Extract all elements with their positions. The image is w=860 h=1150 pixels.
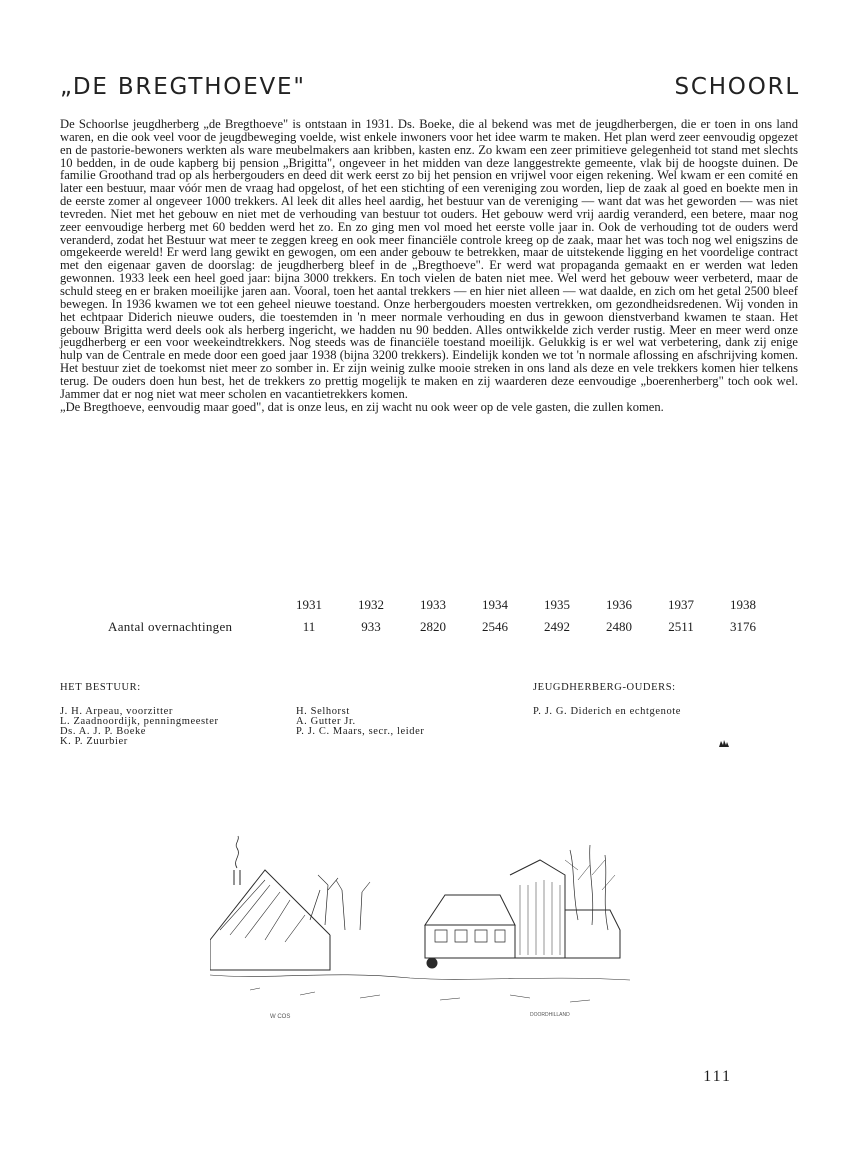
article-paragraph: De Schoorlse jeugdherberg „de Bregthoeve" is ontstaan in 1931. Ds. Boeke, die al bekend was met de jeugdherbergen, die er toen in ons land waren, en die ook veel voor de jeugdbeweging voelde, wist enkele inwoners voor het idee warm te maken. Het plan werd zeer eenvoudig opgezet en de pastorie-bewoners werkten als ware meubelmakers aan kribben, kasten enz. Zo kwam een zeer primitieve gelegenheid tot stand met slechts 10 bedden, in de oude kapberg bij pension „Brigitta", ongeveer in het midden van deze langgestrekte gemeente, vlak bij de hoogste duinen. De familie Groothand trad op als herbergouders en deed dit werk eerst zo bij het pension en vrijwel voor eigen rekening. Wel kwam er een comité en later een bestuur, maar vóór men de vraag had opgelost, of het een stichting of een vereniging zou worden, liep de zaak al goed en boekte men in de eerste zomer al ongeveer 1000 trekkers. Al leek dit alles heel aardig, het bestuur van de vereniging — want dat was het geworden — was niet tevreden. Niet met het gebouw en niet met de verhouding van bestuur tot ouders. Het gebouw werd vrij aardig veranderd, een betere, maar nog zeer eenvoudige herberg met 60 bedden werd het zo. En zo ging men vol moed het eerste volle jaar in. Ook de verhouding tot de ouders werd veranderd, zodat het Bestuur wat meer te zeggen kreeg en ook meer financiële controle kreeg op de zaak, maar het was toch nog wel enigszins de omgekeerde wereld! Er werd lang gewikt en gewogen, om een ander gebouw te betrekken, maar de uitstekende ligging en het voordelige contract met den eigenaar gaven de doorslag: de jeugdherberg bleef in de „Bregthoeve". Er werd wat propaganda gemaakt en er werden wat leden gewonnen. 1933 leek een heel goed jaar: bijna 3000 trekkers. En toch vielen de baten niet mee. Wel werd het gebouw weer verbeterd, maar de schuld steeg en er braken moeilijke jaren aan. Vooral, toen het aantal trekkers — en hier niet alleen — wat daalde, en zich om het getal 2500 bleef bewegen. In 1936 kwamen we tot een geheel nieuwe toestand. Onze herbergouders moesten vertrekken, om gezondheidsredenen. Wij vonden in het echtpaar Diderich nieuwe ouders, die toestemden in 'n meer normale verhouding en dus in gewoon dienstverband kwamen te staan. Het gebouw Brigitta werd deels ook als herberg ingericht, we hadden nu 90 bedden. Alles ontwikkelde zich verder rustig. Meer en meer werd onze jeugdherberg er een voor weekeindtrekkers. Nog steeds was de financiële toestand moeilijk. Gelukkig is er wel wat verbetering, dank zij enige hulp van de Centrale en mede door een goed jaar 1938 (bijna 3200 trekkers). Eindelijk konden we tot 'n normale aflossing en afschrijving komen. Het bestuur ziet de toekomst niet meer zo somber in. Er zijn weinig zulke mooie streken in ons land als deze en vele trekkers komen hier telkens terug. De ouders doen hun best, het de trekkers zo prettig mogelijk te maken en zij waarderen deze eenvoudige „boerenherberg" toch ook wel. Jammer dat er nog niet wat meer scholen en vacantietrekkers komen. bbox=[60, 117, 798, 401]
board-member: Ds. A. J. P. Boeke bbox=[60, 726, 147, 737]
stats-year: 1937 bbox=[668, 597, 694, 612]
chimney-smoke bbox=[236, 836, 239, 868]
stats-value: 3176 bbox=[730, 619, 756, 634]
page-title: „DE BREGTHOEVE" bbox=[60, 74, 306, 100]
page-number: 111 bbox=[703, 1068, 732, 1085]
article-paragraph: „De Bregthoeve, eenvoudig maar goed", dat is onze leus, en zij wacht nu ook weer op de vele gasten, die zullen komen. bbox=[60, 399, 664, 414]
stats-value: 2492 bbox=[544, 619, 570, 634]
stats-row-label: Aantal overnachtingen bbox=[108, 619, 233, 634]
location-title: SCHOORL bbox=[674, 74, 800, 100]
stats-value: 2511 bbox=[668, 619, 694, 634]
stats-year: 1935 bbox=[544, 597, 570, 612]
stats-value-row bbox=[100, 616, 774, 638]
stats-year: 1938 bbox=[730, 597, 756, 612]
farmhouse-sketch bbox=[210, 830, 640, 1030]
bare-trees-right bbox=[570, 845, 608, 930]
overnight-stats-table bbox=[100, 594, 774, 638]
board-list-right bbox=[296, 707, 425, 737]
stats-year: 1934 bbox=[482, 597, 508, 612]
sketch-signature-right: DOORDHILLAND bbox=[530, 1012, 570, 1018]
stats-value: 2546 bbox=[482, 619, 508, 634]
barn bbox=[510, 860, 565, 958]
board-member: K. P. Zuurbier bbox=[60, 736, 128, 747]
house-windows bbox=[435, 930, 505, 942]
stats-year: 1936 bbox=[606, 597, 632, 612]
sketch-signature-left: W COS bbox=[270, 1014, 291, 1020]
stats-corner-cell bbox=[100, 594, 278, 616]
ground-line bbox=[210, 975, 630, 980]
board-member: P. J. C. Maars, secr., leider bbox=[296, 726, 425, 737]
stats-value: 11 bbox=[302, 619, 316, 634]
house-roof bbox=[425, 895, 515, 925]
board-member: J. H. Arpeau, voorzitter bbox=[60, 706, 173, 717]
board-member: A. Gutter Jr. bbox=[296, 716, 356, 727]
article-body bbox=[60, 118, 798, 413]
stats-year: 1933 bbox=[420, 597, 446, 612]
board-member: L. Zaadnoordijk, penningmeester bbox=[60, 716, 219, 727]
stats-value: 933 bbox=[361, 619, 381, 634]
stats-year: 1932 bbox=[358, 597, 384, 612]
printer-mark-icon bbox=[719, 739, 729, 747]
stats-year: 1931 bbox=[296, 597, 322, 612]
board-heading: HET BESTUUR: bbox=[60, 682, 141, 693]
parents-list bbox=[533, 707, 681, 717]
stats-year-row bbox=[100, 594, 774, 616]
parents-name: P. J. G. Diderich en echtgenote bbox=[533, 706, 682, 717]
stats-value: 2820 bbox=[420, 619, 446, 634]
board-list-left bbox=[60, 707, 219, 747]
stats-value: 2480 bbox=[606, 619, 632, 634]
board-member: H. Selhorst bbox=[296, 706, 350, 717]
figure bbox=[427, 958, 437, 968]
parents-heading: JEUGDHERBERG-OUDERS: bbox=[533, 682, 676, 693]
